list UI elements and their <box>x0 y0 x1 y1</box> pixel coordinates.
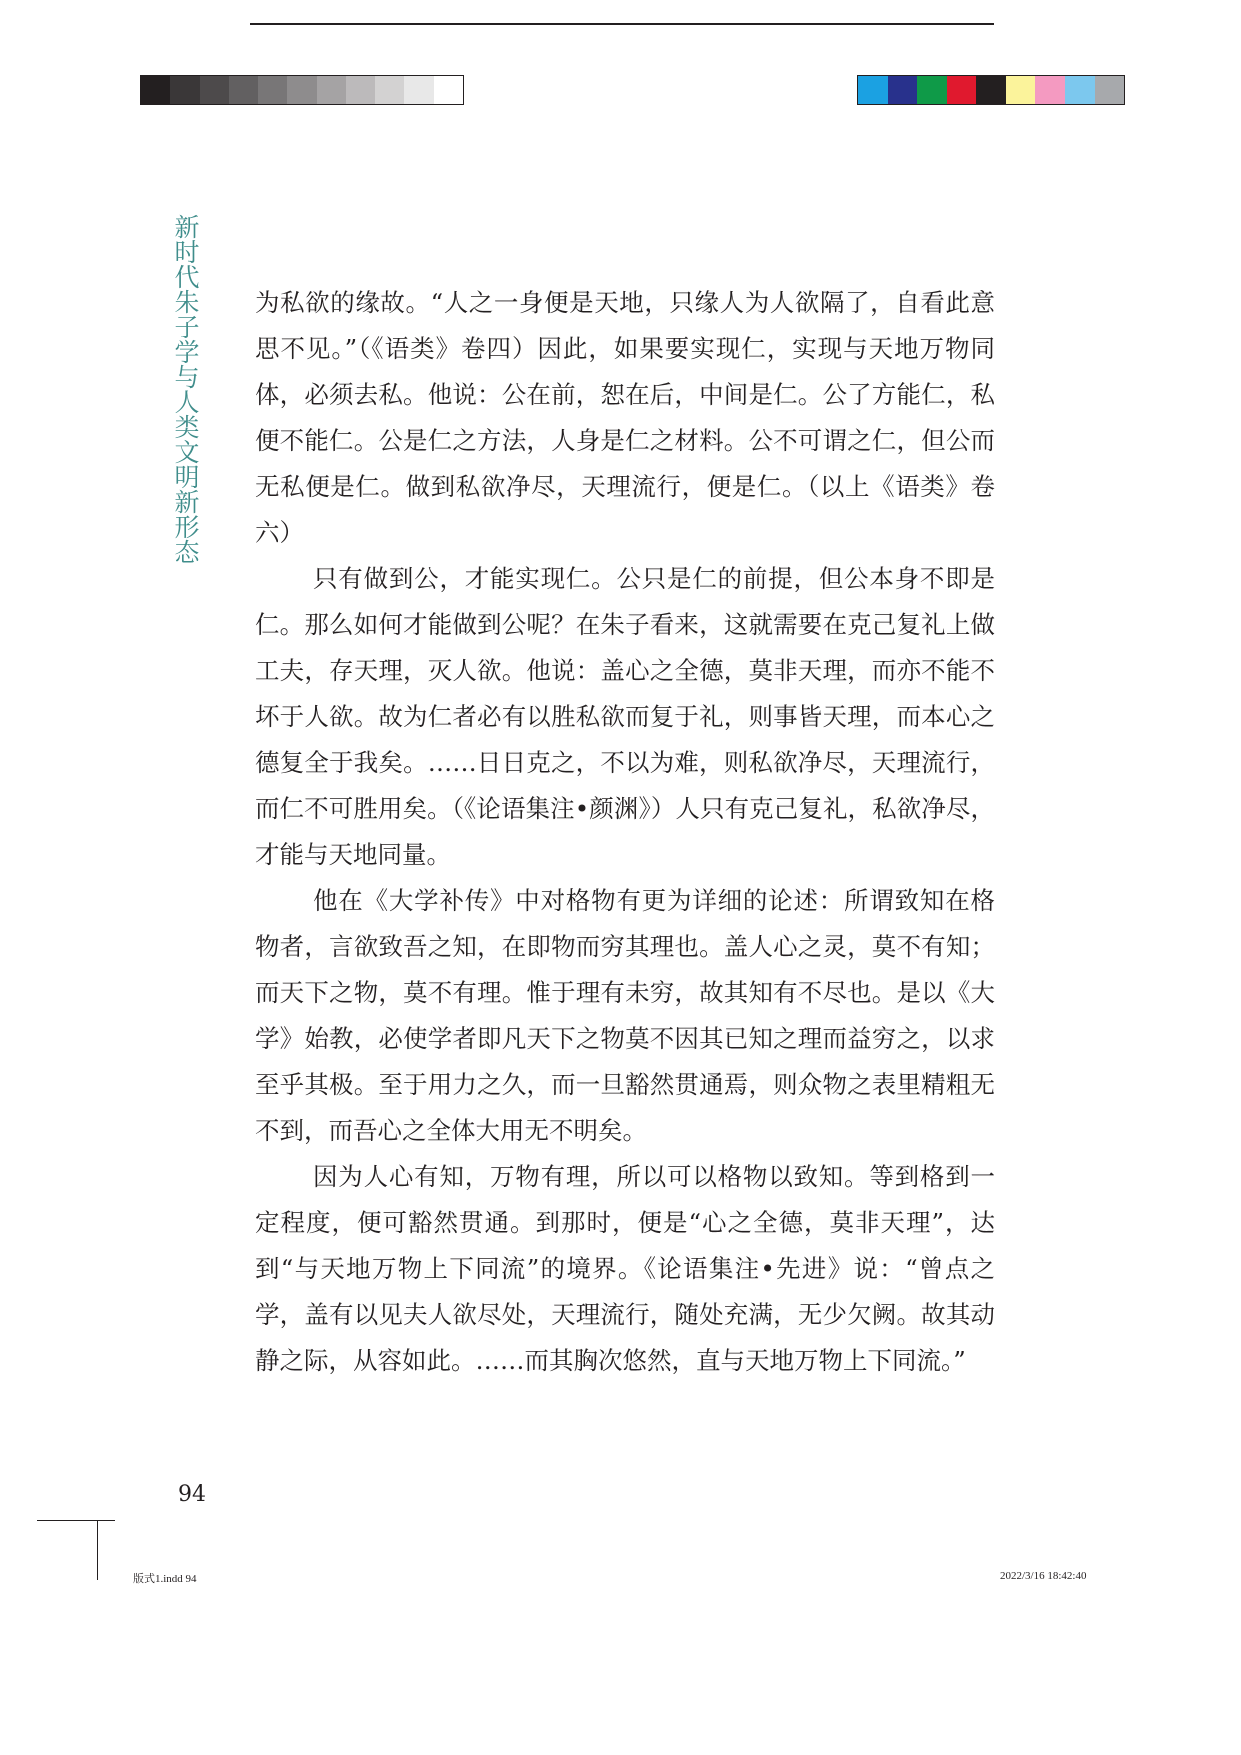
color-swatch <box>858 76 888 104</box>
gray-swatch <box>317 76 346 104</box>
color-swatch <box>976 76 1006 104</box>
gray-swatch <box>258 76 287 104</box>
slug-timestamp: 2022/3/16 18:42:40 <box>1000 1570 1087 1582</box>
top-rule <box>250 23 994 25</box>
color-swatch <box>888 76 918 104</box>
body-text <box>255 280 995 1384</box>
color-swatch <box>1035 76 1065 104</box>
gray-swatch <box>346 76 375 104</box>
slug-file-name: 版式1.indd 94 <box>133 1573 197 1585</box>
color-swatch <box>917 76 947 104</box>
gray-swatch <box>404 76 433 104</box>
color-swatch <box>1065 76 1095 104</box>
paragraph-4: 因为人心有知，万物有理，所以可以格物以致知。等到格到一定程度，便可豁然贯通。到那时，便是“心之全德，莫非天理”，达到“与天地万物上下同流”的境界。《论语集注•先进》说：“曾点之学，盖有以见夫人欲尽处，天理流行，随处充满，无少欠阙。故其动静之际，从容如此。……而其胸次悠然，直与天地万物上下同流。” <box>255 1162 995 1375</box>
paragraph-3: 他在《大学补传》中对格物有更为详细的论述：所谓致知在格物者，言欲致吾之知，在即物而穷其理也。盖人心之灵，莫不有知；而天下之物，莫不有理。惟于理有未穷，故其知有不尽也。是以《大学》始教，必使学者即凡天下之物莫不因其已知之理而益穷之，以求至乎其极。至于用力之久，而一旦豁然贯通焉，则众物之表里精粗无不到，而吾心之全体大用无不明矣。 <box>255 886 995 1145</box>
paragraph-2: 只有做到公，才能实现仁。公只是仁的前提，但公本身不即是仁。那么如何才能做到公呢？在朱子看来，这就需要在克己复礼上做工夫，存天理，灭人欲。他说：盖心之全德，莫非天理，而亦不能不坏于人欲。故为仁者必有以胜私欲而复于礼，则事皆天理，而本心之德复全于我矣。……日日克之，不以为难，则私欲净尽，天理流行，而仁不可胜用矣。（《论语集注•颜渊》）人只有克己复礼，私欲净尽，才能与天地同量。 <box>255 564 995 869</box>
running-head: 新时代朱子学与人类文明新形态 <box>171 214 200 564</box>
color-swatch <box>947 76 977 104</box>
color-swatch <box>1006 76 1036 104</box>
gray-swatch <box>434 76 463 104</box>
color-swatch <box>1095 76 1125 104</box>
gray-swatch <box>375 76 404 104</box>
gray-swatch <box>229 76 258 104</box>
gray-swatch <box>200 76 229 104</box>
crop-mark-vertical <box>97 1520 98 1580</box>
gray-swatch <box>170 76 199 104</box>
page-number: 94 <box>178 1482 206 1507</box>
grayscale-registration-bar <box>140 75 464 105</box>
gray-swatch <box>287 76 316 104</box>
color-registration-bar <box>857 75 1125 105</box>
gray-swatch <box>141 76 170 104</box>
crop-mark-horizontal <box>37 1520 115 1521</box>
paragraph-1: 为私欲的缘故。“人之一身便是天地，只缘人为人欲隔了，自看此意思不见。”（《语类》卷四）因此，如果要实现仁，实现与天地万物同体，必须去私。他说：公在前，恕在后，中间是仁。公了方能仁，私便不能仁。公是仁之方法，人身是仁之材料。公不可谓之仁，但公而无私便是仁。做到私欲净尽，天理流行，便是仁。（以上《语类》卷六） <box>255 288 995 547</box>
